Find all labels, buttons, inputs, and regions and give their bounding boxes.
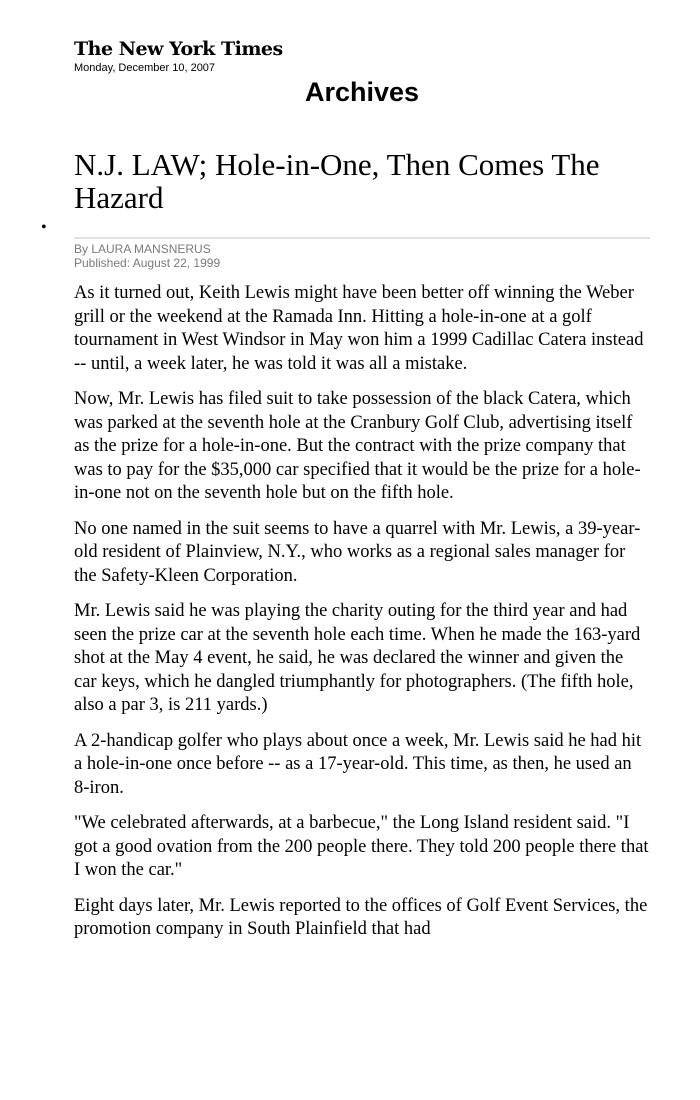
bullet-icon: • (41, 219, 47, 236)
article-paragraph: No one named in the suit seems to have a quarrel with Mr. Lewis, a 39-year-old resident of Plainview, N.Y., who works as a regional sales manager for the Safety-Kleen Corporation. (74, 518, 641, 586)
byline: By LAURA MANSNERUS (74, 242, 211, 256)
masthead-logo[interactable]: The New York Times (74, 38, 283, 60)
article-body (74, 282, 650, 942)
article-paragraph: A 2-handicap golfer who plays about once a week, Mr. Lewis said he had hit a hole-in-one once before -- as a 17-year-old. This time, as then, he used an 8-iron. (74, 730, 642, 798)
article-paragraph: Mr. Lewis said he was playing the charity outing for the third year and had seen the prize car at the seventh hole each time. When he made the 163-yard shot at the May 4 event, he said, he was declared the winner and given the car keys, which he dangled triumphantly for photographers. (The fifth hole, also a par 3, is 211 yards.) (74, 601, 641, 715)
article-paragraph: Eight days later, Mr. Lewis reported to the offices of Golf Event Services, the promotion company in South Plainfield that had (74, 895, 648, 939)
dateline: Monday, December 10, 2007 (74, 62, 216, 74)
divider-rule (74, 237, 650, 239)
article-paragraph: "We celebrated afterwards, at a barbecue," the Long Island resident said. "I got a good ovation from the 200 people there. They told 200 people there that I won the car." (74, 813, 649, 880)
article-paragraph: Now, Mr. Lewis has filed suit to take possession of the black Catera, which was parked at the seventh hole at the Cranbury Golf Club, advertising itself as the prize for a hole-in-one. But the contract with the prize company that was to pay for the $35,000 car specified that it would be the prize for a hole-in-one not on the seventh hole but on the fifth hole. (74, 389, 641, 503)
published-date: Published: August 22, 1999 (74, 256, 221, 270)
section-title: Archives (304, 77, 420, 107)
article-paragraph: As it turned out, Keith Lewis might have been better off winning the Weber grill or the weekend at the Ramada Inn. Hitting a hole-in-one at a golf tournament in West Windsor in May won him a 1999 Cadillac Catera instead -- until, a week later, he was told it was all a mistake. (74, 283, 644, 374)
article-page (41, 38, 650, 954)
headline-divider (41, 219, 650, 238)
article-headline: N.J. LAW; Hole-in-One, Then Comes The Hazard (74, 147, 600, 215)
